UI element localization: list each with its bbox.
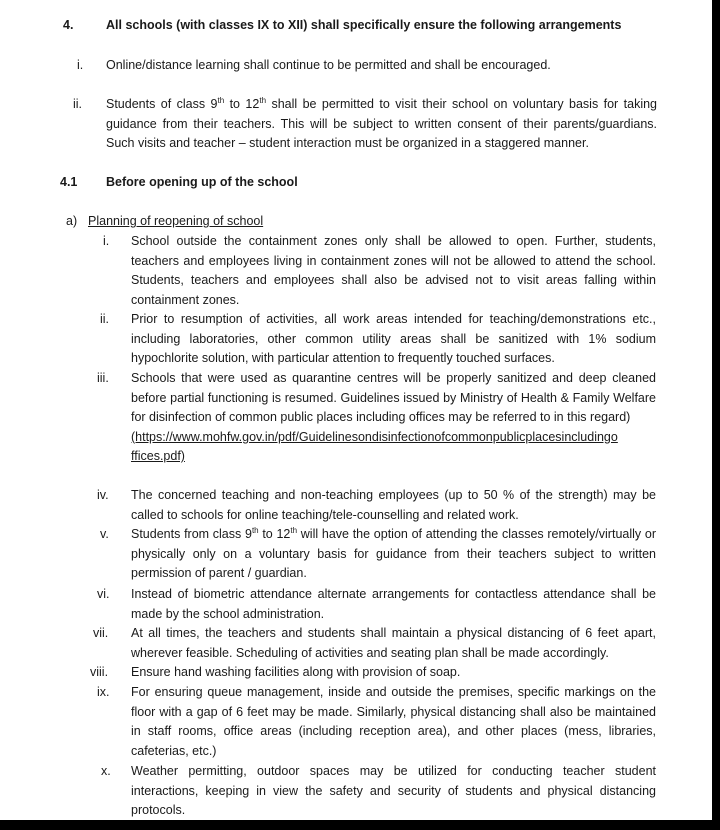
item-number: vi.	[97, 587, 110, 601]
guideline-link[interactable]: (https://www.mohfw.gov.in/pdf/Guidelinesondisinfectionofcommonpublicplacesincludingo	[131, 429, 618, 444]
item-text: Weather permitting, outdoor spaces may be utilized for conducting teacher student interactions, keeping in view the safety and security of students and physical distancing protocols.	[131, 764, 656, 818]
item-text: Prior to resumption of activities, all work areas intended for teaching/demonstrations etc., including laboratories, other common utility areas shall be sanitized with 1% sodium hypochlorite solution, with particular attention to frequently touched surfaces.	[131, 312, 656, 366]
item-number: x.	[101, 764, 111, 778]
item-text: Students from class 9th to 12th will have the option of attending the classes remotely/virtually or physically only on a voluntary basis for guidance from their teachers subject to written permission of parent / guardian.	[131, 525, 656, 581]
item-text: The concerned teaching and non-teaching employees (up to 50 % of the strength) may be called to schools for online teaching/tele-counselling and related work.	[131, 488, 656, 522]
item-text: At all times, the teachers and students shall maintain a physical distancing of 6 feet apart, wherever feasible. Scheduling of activities and seating plan shall be made accordingly.	[131, 626, 656, 660]
item-number: ix.	[97, 685, 110, 699]
item-number: ii.	[100, 312, 110, 326]
item-text: Schools that were used as quarantine centres will be properly sanitized and deep cleaned before partial functioning is resumed. Guidelines issued by Ministry of Health & Family Welfare for disinfection of common public places including offices may be referred to in this regard) (https://www.mohfw.gov.in/pdf/Guidelinesondisinfectionofcommonpublicplacesincludingo ffices.pdf)	[131, 371, 656, 464]
guideline-link-continued[interactable]: ffices.pdf)	[131, 449, 185, 464]
section-heading: All schools (with classes IX to XII) shall specifically ensure the following arrangements	[106, 18, 622, 32]
item-text: Online/distance learning shall continue to be permitted and shall be encouraged.	[106, 58, 551, 72]
item-number: vii.	[93, 626, 109, 640]
sub-heading: Planning of reopening of school	[88, 214, 264, 228]
section-heading: Before opening up of the school	[106, 175, 298, 189]
item-text: For ensuring queue management, inside and outside the premises, specific markings on the floor with a gap of 6 feet may be made. Similarly, physical distancing shall also be maintained in staff rooms, office areas (including reception area), and other places (mess, libraries, cafeterias, etc.)	[131, 685, 656, 758]
item-number: i.	[77, 58, 84, 72]
item-number: iii.	[97, 371, 109, 385]
item-number: v.	[100, 527, 109, 541]
item-text: Ensure hand washing facilities along with provision of soap.	[131, 665, 461, 679]
item-text: Instead of biometric attendance alternate arrangements for contactless attendance shall be made by the school administration.	[131, 587, 656, 621]
item-number: i.	[103, 234, 110, 248]
item-number: ii.	[73, 97, 83, 111]
section-number: 4.1	[60, 175, 78, 189]
section-number: 4.	[63, 18, 74, 32]
item-number: viii.	[90, 665, 109, 679]
item-text: Students of class 9th to 12th shall be permitted to visit their school on voluntary basis for taking guidance from their teachers. This will be subject to written consent of their parents/guardians. Such visits and teacher – student interaction must be organized in a staggered manner.	[106, 95, 657, 151]
item-number: iv.	[97, 488, 109, 502]
sub-letter: a)	[66, 214, 78, 228]
item-text: School outside the containment zones only shall be allowed to open. Further, students, teachers and employees living in containment zones will not be allowed to attend the school. Students, teachers and employees shall also be advised not to visit areas falling within containment zones.	[131, 234, 656, 307]
